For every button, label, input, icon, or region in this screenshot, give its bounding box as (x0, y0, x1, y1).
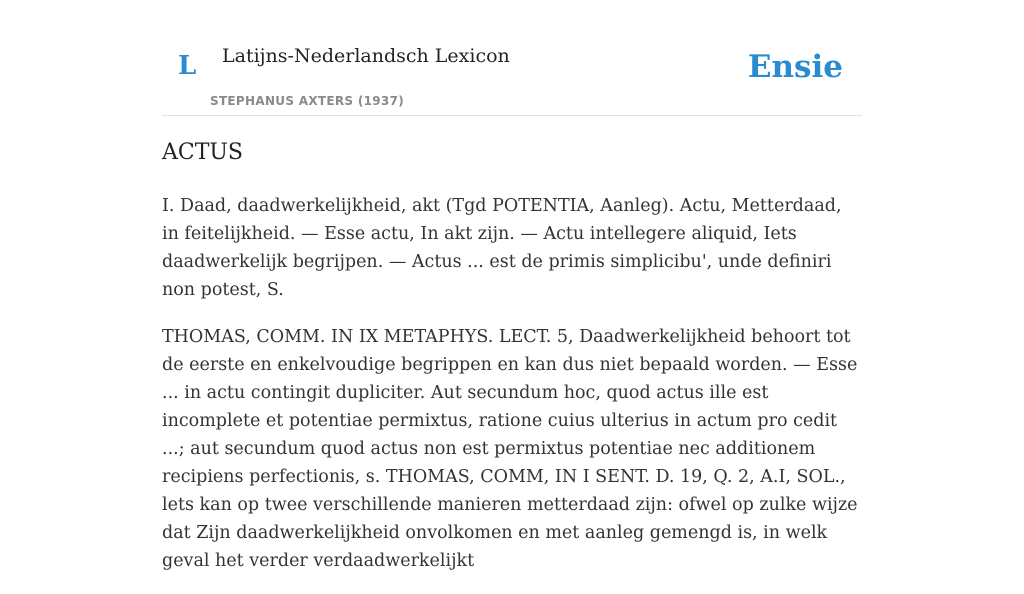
header (162, 0, 862, 116)
entry-content (162, 192, 862, 594)
lexicon-title[interactable]: Latijns-Nederlandsch Lexicon (222, 45, 510, 67)
lexicon-logo[interactable]: L (178, 51, 197, 81)
entry-paragraph: I. Daad, daadwerkelijkheid, akt (Tgd POTENTIA, Aanleg). Actu, Metterdaad, in feitelijkheid. — Esse actu, In akt zijn. — Actu intellegere aliquid, Iets daadwerkelijk begrijpen. — Actus ... est de primis simplicibu', unde definiri non potest, S. (162, 196, 842, 300)
page (162, 0, 862, 571)
entry-paragraph: THOMAS, COMM. IN IX METAPHYS. LECT. 5, Daadwerkelijkheid behoort tot de eerste en enkelvoudige begrippen en kan dus niet bepaald worden. — Esse ... in actu contingit dupliciter. Aut secundum hoc, quod actus ille est incomplete et potentiae permixtus, ratione cuius ulterius in actum pro cedit ...; aut secundum quod actus non est permixtus potentiae nec additionem recipiens perfectionis, s. THOMAS, COMM, IN I SENT. D. 19, Q. 2, A.I, SOL., lets kan op twee verschillende manieren metterdaad zijn: ofwel op zulke wijze dat Zijn daadwerkelijkheid onvolkomen en met aanleg gemengd is, in welk geval het verder verdaadwerkelijkt (162, 327, 858, 571)
brand-logo[interactable]: Ensie (747, 49, 843, 85)
lexicon-author: STEPHANUS AXTERS (1937) (210, 94, 405, 108)
entry-title: ACTUS (162, 140, 244, 165)
